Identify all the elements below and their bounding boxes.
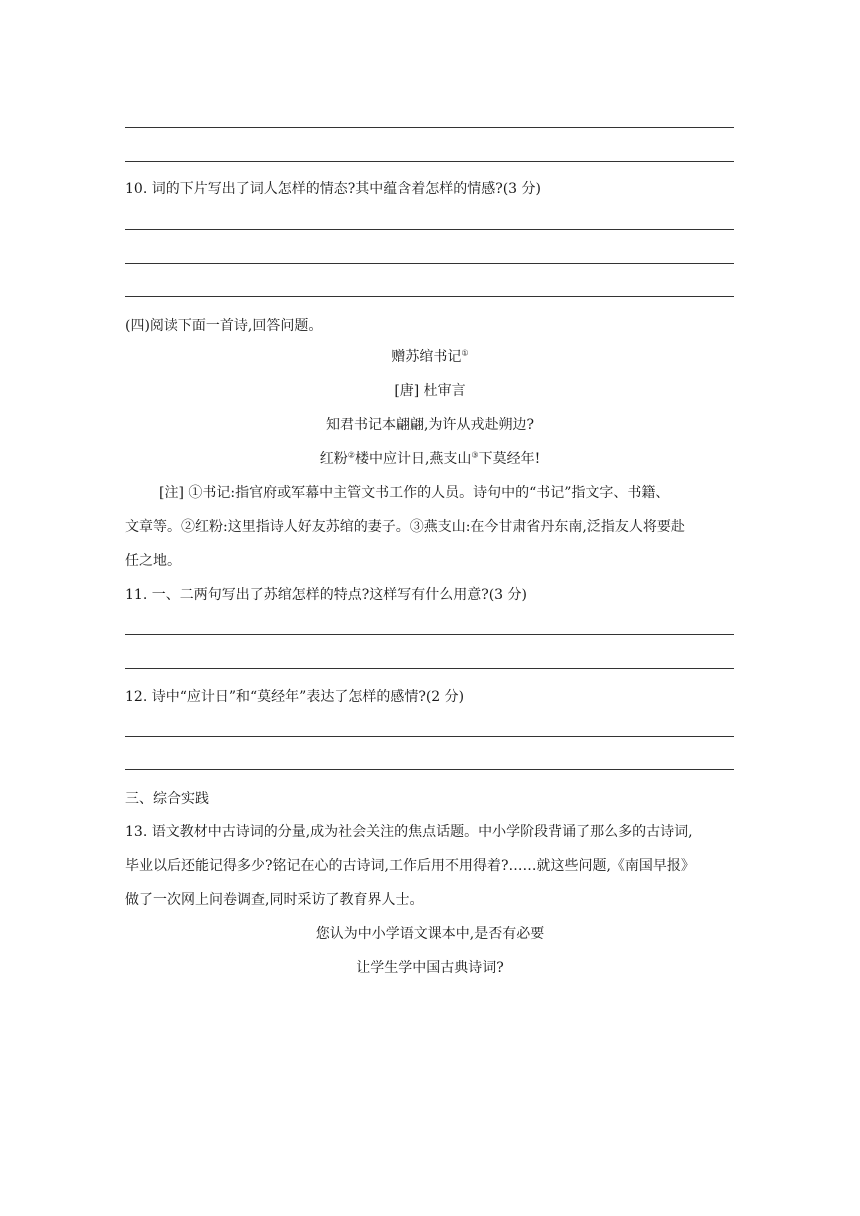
annotation-line: 任之地。 (125, 553, 181, 569)
answer-line[interactable] (125, 668, 734, 669)
question-11: 11. 一、二两句写出了苏绾怎样的特点?这样写有什么用意?(3 分) (125, 587, 528, 603)
question-13-line: 毕业以后还能记得多少?铭记在心的古诗词,工作后用不用得着?……就这些问题,《南国早报》 (125, 858, 695, 874)
answer-line[interactable] (125, 736, 734, 737)
answer-line[interactable] (125, 263, 734, 264)
section-4-heading: (四)阅读下面一首诗,回答问题。 (125, 318, 323, 334)
answer-line[interactable] (125, 229, 734, 230)
poem-author: [唐] 杜审言 (394, 383, 466, 399)
question-12: 12. 诗中“应计日”和“莫经年”表达了怎样的感情?(2 分) (125, 689, 465, 705)
question-10: 10. 词的下片写出了词人怎样的情态?其中蕴含着怎样的情感?(3 分) (125, 181, 542, 197)
annotation-line: [注] ①书记:指官府或军幕中主管文书工作的人员。诗句中的“书记”指文字、书籍、 (159, 485, 670, 501)
answer-line[interactable] (125, 296, 734, 297)
question-13-line: 13. 语文教材中古诗词的分量,成为社会关注的焦点话题。中小学阶段背诵了那么多的古诗词, (125, 824, 693, 840)
section-3-heading: 三、综合实践 (125, 791, 209, 807)
question-13-line: 做了一次网上问卷调查,同时采访了教育界人士。 (125, 892, 424, 908)
survey-question: 您认为中小学语文课本中,是否有必要 (315, 926, 545, 942)
answer-line[interactable] (125, 769, 734, 770)
answer-line[interactable] (125, 161, 734, 162)
poem-line-2: 红粉②楼中应计日,燕支山③下莫经年! (319, 450, 541, 467)
answer-line[interactable] (125, 127, 734, 128)
annotation-line: 文章等。②红粉:这里指诗人好友苏绾的妻子。③燕支山:在今甘肃省丹东南,泛指友人将要赴 (125, 519, 685, 535)
answer-line[interactable] (125, 634, 734, 635)
survey-question: 让学生学中国古典诗词? (356, 960, 504, 976)
poem-line-1: 知君书记本翩翩,为许从戎赴朔边? (326, 417, 534, 433)
poem-title: 赠苏绾书记① (391, 348, 469, 365)
